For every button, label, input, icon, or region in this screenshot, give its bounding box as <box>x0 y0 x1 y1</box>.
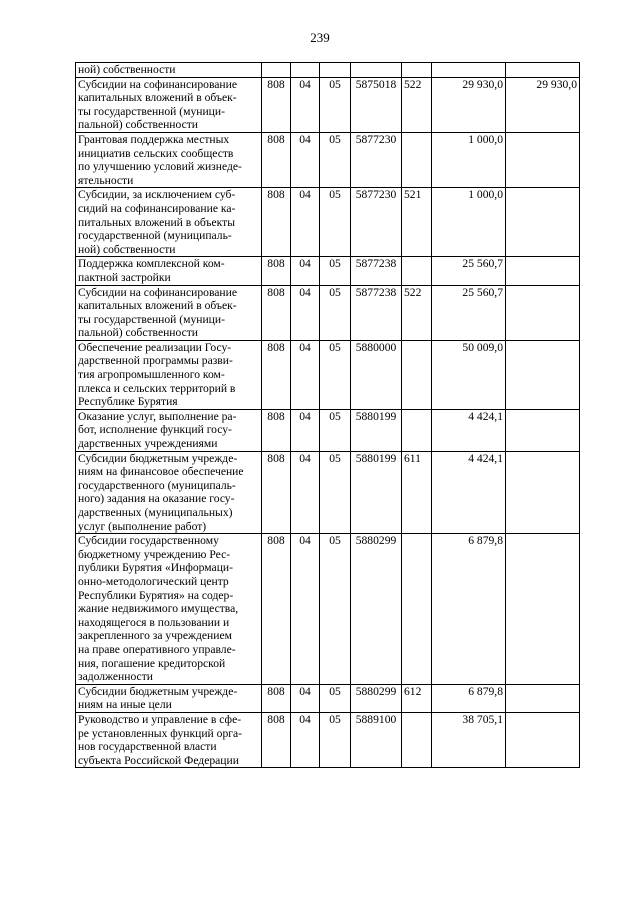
item-name-line: Субсидии на софинансирование <box>78 285 237 299</box>
table-row <box>76 534 580 685</box>
amount-secondary-cell <box>506 63 580 78</box>
subsection-code-cell: 05 <box>320 132 351 187</box>
ministry-code-cell <box>262 63 291 78</box>
item-name-cell <box>76 534 262 685</box>
item-name-line: инициатив сельских сообществ <box>78 146 234 160</box>
item-name-cell <box>76 257 262 285</box>
section-code-cell: 04 <box>291 340 320 409</box>
ministry-code-cell: 808 <box>262 534 291 685</box>
item-name-line: ты государственной (муници- <box>78 312 225 326</box>
expense-type-code-cell: 521 <box>402 188 432 257</box>
amount-cell: 1 000,0 <box>432 132 506 187</box>
target-article-code-cell: 5880299 <box>351 684 402 712</box>
table-row <box>76 451 580 534</box>
item-name-line: капитальных вложений в объек- <box>78 299 237 313</box>
subsection-code-cell: 05 <box>320 257 351 285</box>
amount-secondary-cell <box>506 534 580 685</box>
ministry-code-cell: 808 <box>262 188 291 257</box>
amount-cell: 50 009,0 <box>432 340 506 409</box>
table-row <box>76 188 580 257</box>
section-code-cell: 04 <box>291 77 320 132</box>
item-name-line: жание недвижимого имущества, <box>78 602 239 616</box>
item-name-line: бюджетному учреждению Рес- <box>78 547 231 561</box>
expense-type-code-cell <box>402 340 432 409</box>
item-name-cell <box>76 77 262 132</box>
item-name-line: Поддержка комплексной ком- <box>78 257 225 271</box>
item-name-cell <box>76 684 262 712</box>
amount-cell: 1 000,0 <box>432 188 506 257</box>
amount-cell: 4 424,1 <box>432 451 506 534</box>
subsection-code-cell: 05 <box>320 684 351 712</box>
item-name-line: пальной) собственности <box>78 326 199 340</box>
item-name-cell <box>76 409 262 451</box>
item-name-line: дарственных учреждениями <box>78 437 218 451</box>
item-name-line: ного) задания на оказание госу- <box>78 492 235 506</box>
amount-secondary-cell <box>506 340 580 409</box>
section-code-cell: 04 <box>291 712 320 767</box>
item-name-line: пактной застройки <box>78 270 171 284</box>
amount-secondary-cell <box>506 451 580 534</box>
expense-type-code-cell: 522 <box>402 285 432 340</box>
section-code-cell: 04 <box>291 534 320 685</box>
item-name-line: субъекта Российской Федерации <box>78 753 239 767</box>
page-number: 239 <box>310 30 330 45</box>
amount-cell: 4 424,1 <box>432 409 506 451</box>
amount-secondary-cell <box>506 409 580 451</box>
subsection-code-cell: 05 <box>320 451 351 534</box>
item-name-line: задолженности <box>78 670 153 684</box>
table-row <box>76 712 580 767</box>
item-name-line: государственного (муниципаль- <box>78 478 236 492</box>
item-name-cell <box>76 132 262 187</box>
item-name-line: тия агропромышленного ком- <box>78 368 225 382</box>
item-name-line: Руководство и управление в сфе- <box>78 712 242 726</box>
subsection-code-cell: 05 <box>320 409 351 451</box>
item-name-line: питальных вложений в объекты <box>78 215 236 229</box>
item-name-line: Республики Бурятия» на содер- <box>78 588 234 602</box>
target-article-code-cell: 5877230 <box>351 132 402 187</box>
expense-type-code-cell <box>402 257 432 285</box>
expense-type-code-cell <box>402 712 432 767</box>
amount-cell <box>432 63 506 78</box>
ministry-code-cell: 808 <box>262 340 291 409</box>
ministry-code-cell: 808 <box>262 77 291 132</box>
target-article-code-cell <box>351 63 402 78</box>
budget-table <box>75 62 580 768</box>
table-row <box>76 340 580 409</box>
item-name-line: дарственной программы разви- <box>78 354 233 368</box>
expense-type-code-cell <box>402 132 432 187</box>
amount-secondary-cell <box>506 712 580 767</box>
target-article-code-cell: 5877238 <box>351 257 402 285</box>
item-name-line: ятельности <box>78 173 134 187</box>
amount-secondary-cell <box>506 257 580 285</box>
table-row <box>76 409 580 451</box>
target-article-code-cell: 5889100 <box>351 712 402 767</box>
ministry-code-cell: 808 <box>262 451 291 534</box>
item-name-line: на праве оперативного управле- <box>78 642 236 656</box>
table-row <box>76 257 580 285</box>
subsection-code-cell <box>320 63 351 78</box>
ministry-code-cell: 808 <box>262 132 291 187</box>
target-article-code-cell: 5880199 <box>351 451 402 534</box>
item-name-line: услуг (выполнение работ) <box>78 519 207 533</box>
ministry-code-cell: 808 <box>262 409 291 451</box>
amount-secondary-cell <box>506 285 580 340</box>
item-name-line: нов государственной власти <box>78 740 217 754</box>
item-name-line: плекса и сельских территорий в <box>78 381 236 395</box>
target-article-code-cell: 5877238 <box>351 285 402 340</box>
table-row <box>76 63 580 78</box>
item-name-line: Оказание услуг, выполнение ра- <box>78 409 237 423</box>
amount-cell: 6 879,8 <box>432 534 506 685</box>
item-name-line: Субсидии бюджетным учрежде- <box>78 684 238 698</box>
ministry-code-cell: 808 <box>262 257 291 285</box>
table-row <box>76 132 580 187</box>
section-code-cell: 04 <box>291 188 320 257</box>
subsection-code-cell: 05 <box>320 340 351 409</box>
amount-cell: 25 560,7 <box>432 285 506 340</box>
item-name-cell <box>76 63 262 78</box>
item-name-cell <box>76 340 262 409</box>
expense-type-code-cell: 612 <box>402 684 432 712</box>
item-name-line: капитальных вложений в объек- <box>78 91 237 105</box>
item-name-line: Субсидии, за исключением суб- <box>78 188 236 202</box>
target-article-code-cell: 5880199 <box>351 409 402 451</box>
section-code-cell: 04 <box>291 285 320 340</box>
item-name-cell <box>76 285 262 340</box>
item-name-line: Обеспечение реализации Госу- <box>78 340 232 354</box>
item-name-line: Грантовая поддержка местных <box>78 132 230 146</box>
item-name-line: дарственных (муниципальных) <box>78 506 233 519</box>
item-name-line: государственной (муниципаль- <box>78 229 232 243</box>
amount-secondary-cell <box>506 132 580 187</box>
item-name-line: Субсидии на софинансирование <box>78 77 237 91</box>
ministry-code-cell: 808 <box>262 285 291 340</box>
target-article-code-cell: 5877230 <box>351 188 402 257</box>
amount-secondary-cell: 29 930,0 <box>506 77 580 132</box>
section-code-cell: 04 <box>291 257 320 285</box>
amount-cell: 38 705,1 <box>432 712 506 767</box>
item-name-line: пальной) собственности <box>78 118 199 132</box>
subsection-code-cell: 05 <box>320 188 351 257</box>
table-row <box>76 77 580 132</box>
amount-cell: 25 560,7 <box>432 257 506 285</box>
expense-type-code-cell <box>402 63 432 78</box>
item-name-line: ниям на финансовое обеспечение <box>78 465 244 479</box>
item-name-cell <box>76 712 262 767</box>
target-article-code-cell: 5880299 <box>351 534 402 685</box>
amount-cell: 29 930,0 <box>432 77 506 132</box>
item-name-line: закрепленного за учреждением <box>78 629 232 643</box>
expense-type-code-cell <box>402 534 432 685</box>
section-code-cell: 04 <box>291 684 320 712</box>
expense-type-code-cell: 522 <box>402 77 432 132</box>
item-name-line: ной) собственности <box>78 63 176 76</box>
item-name-line: сидий на софинансирование ка- <box>78 201 236 215</box>
section-code-cell: 04 <box>291 132 320 187</box>
item-name-cell <box>76 188 262 257</box>
item-name-line: по улучшению условий жизнеде- <box>78 160 242 174</box>
item-name-line: ния, погашение кредиторской <box>78 656 226 670</box>
section-code-cell: 04 <box>291 451 320 534</box>
item-name-line: онно-методологический центр <box>78 574 229 588</box>
budget-table-body <box>76 63 580 768</box>
item-name-line: ре установленных функций орга- <box>78 726 243 740</box>
item-name-line: ты государственной (муници- <box>78 104 225 118</box>
subsection-code-cell: 05 <box>320 285 351 340</box>
expense-type-code-cell <box>402 409 432 451</box>
target-article-code-cell: 5875018 <box>351 77 402 132</box>
item-name-line: Субсидии государственному <box>78 534 219 548</box>
amount-cell: 6 879,8 <box>432 684 506 712</box>
expense-type-code-cell: 611 <box>402 451 432 534</box>
amount-secondary-cell <box>506 684 580 712</box>
item-name-line: Республике Бурятия <box>78 395 178 409</box>
table-row <box>76 285 580 340</box>
ministry-code-cell: 808 <box>262 712 291 767</box>
item-name-line: ной) собственности <box>78 242 176 256</box>
item-name-line: ниям на иные цели <box>78 698 172 712</box>
subsection-code-cell: 05 <box>320 712 351 767</box>
subsection-code-cell: 05 <box>320 77 351 132</box>
section-code-cell: 04 <box>291 409 320 451</box>
ministry-code-cell: 808 <box>262 684 291 712</box>
table-row <box>76 684 580 712</box>
item-name-cell <box>76 451 262 534</box>
subsection-code-cell: 05 <box>320 534 351 685</box>
item-name-line: публики Бурятия «Информаци- <box>78 561 233 575</box>
target-article-code-cell: 5880000 <box>351 340 402 409</box>
item-name-line: Субсидии бюджетным учрежде- <box>78 451 238 465</box>
item-name-line: бот, исполнение функций госу- <box>78 423 232 437</box>
item-name-line: находящегося в пользовании и <box>78 615 230 629</box>
section-code-cell <box>291 63 320 78</box>
amount-secondary-cell <box>506 188 580 257</box>
